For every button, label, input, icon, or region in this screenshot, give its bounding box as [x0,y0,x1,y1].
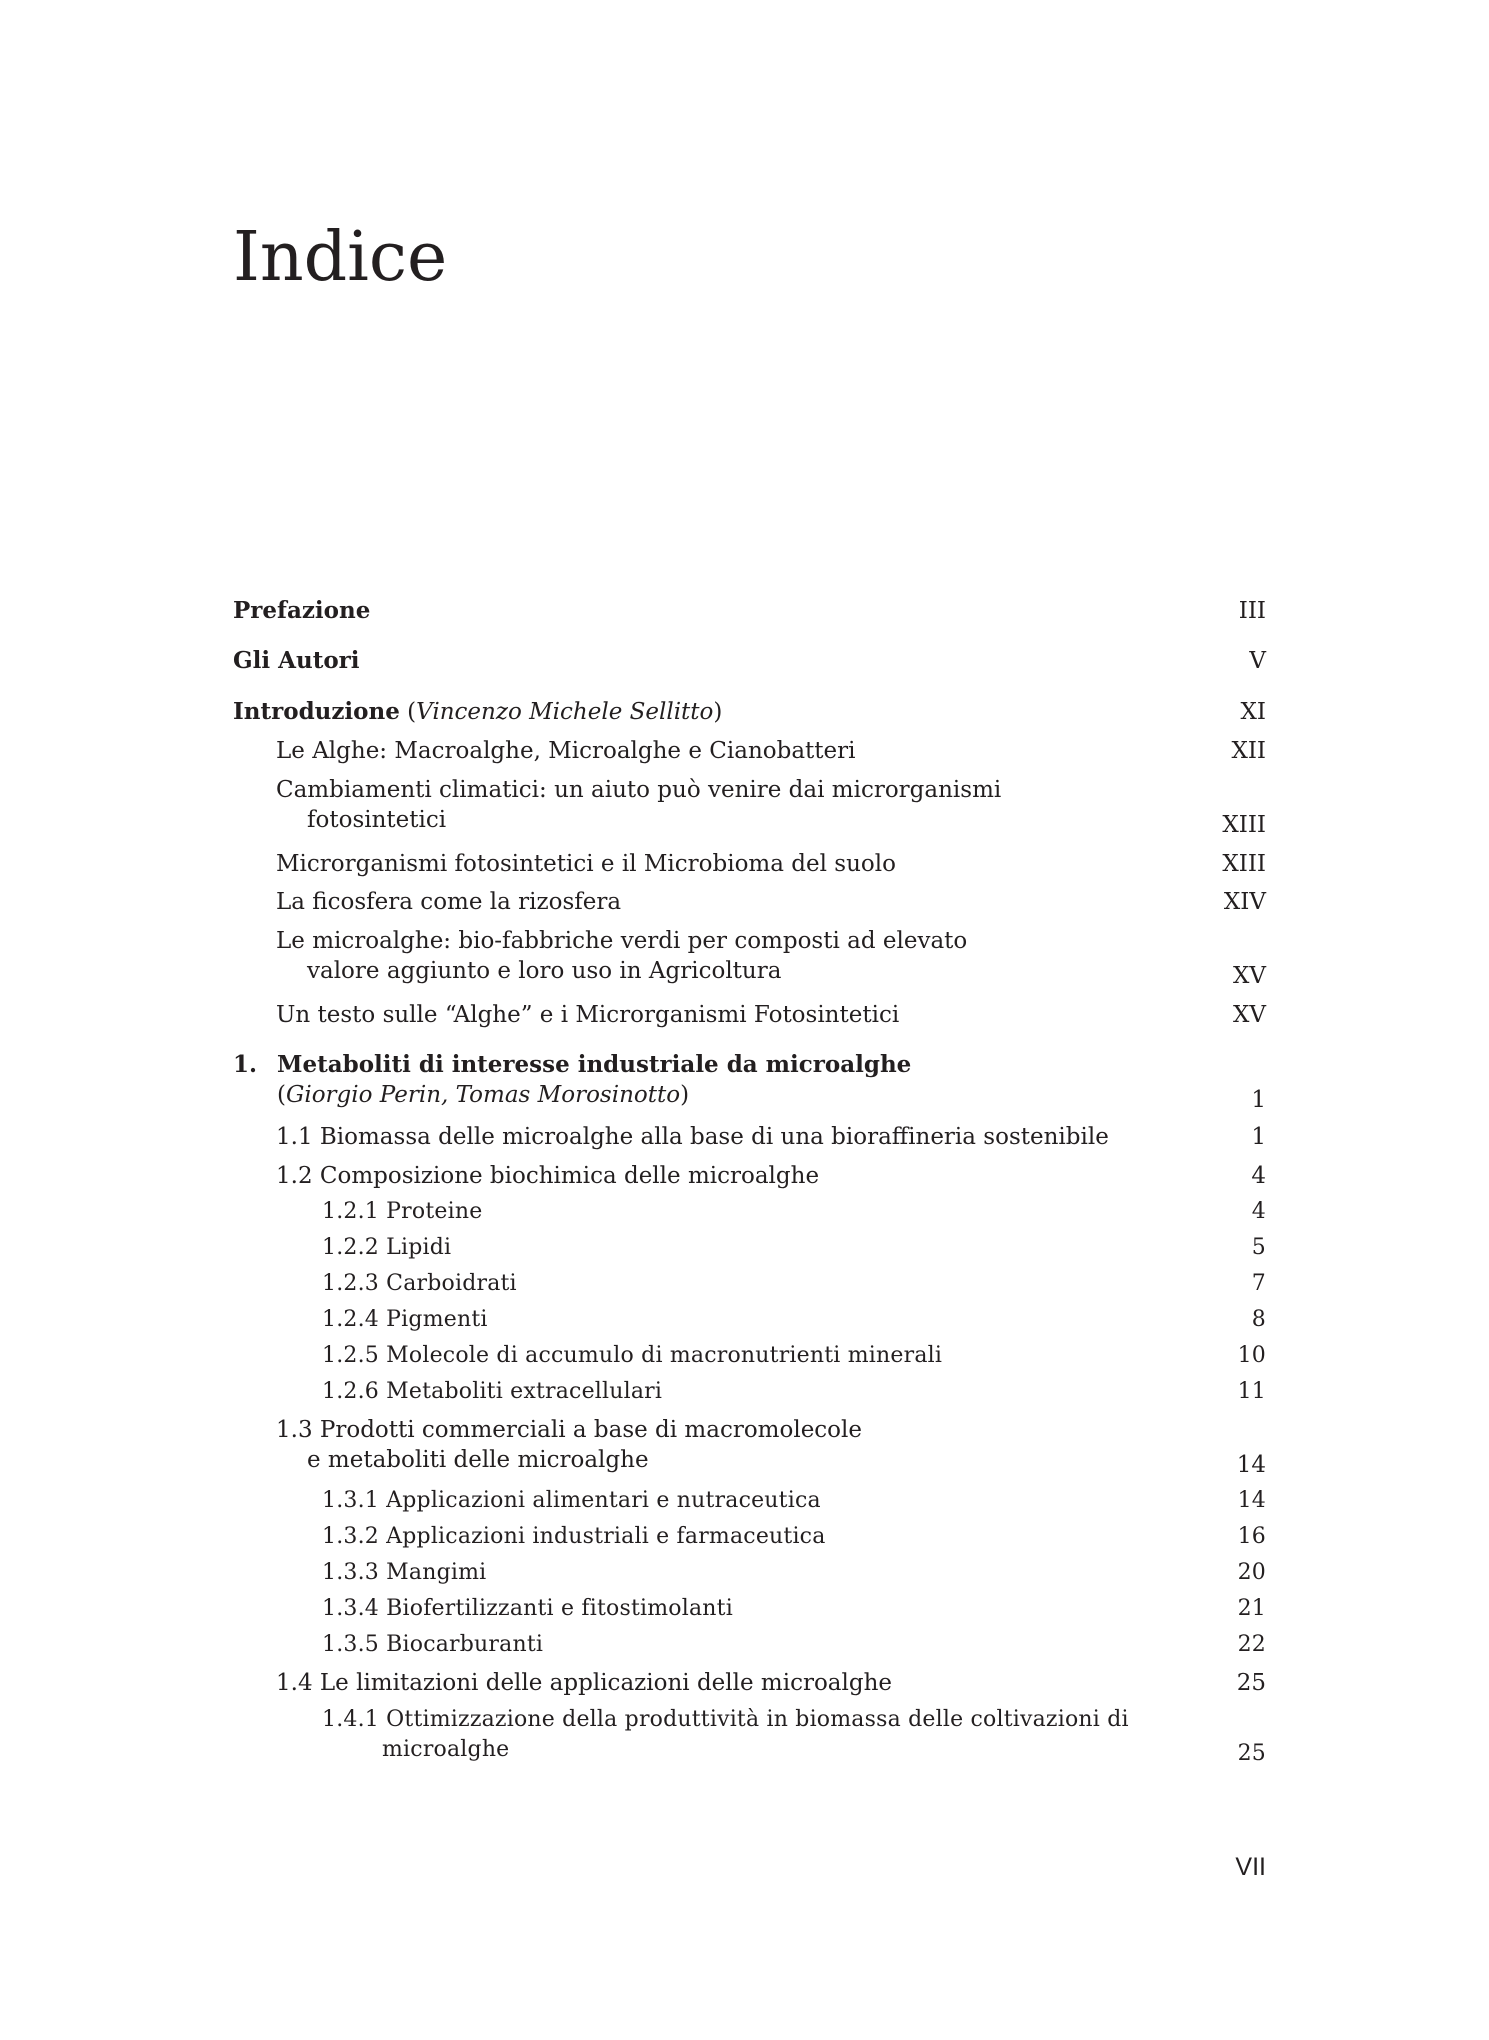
toc-entry-chapter-1[interactable] [233,1050,1266,1115]
toc-entry-label-continued: e metaboliti delle microalghe [307,1447,649,1473]
toc-entry-label-continued: valore aggiunto e loro uso in Agricoltura [307,958,782,984]
toc-entry-label: 1.3.2 Applicazioni industriali e farmaceutica [322,1524,826,1549]
toc-entry-page: XI [1240,699,1266,725]
paren-close: ) [680,1082,690,1108]
toc-entry-section-1-2-2[interactable] [322,1233,1266,1263]
toc-entry-section-1-3-5[interactable] [322,1630,1266,1660]
toc-entry-page: XV [1233,963,1266,989]
toc-entry-autori[interactable] [233,646,1266,676]
toc-entry-section-1-2[interactable] [276,1161,1266,1191]
toc-entry-label: 1.2.2 Lipidi [322,1235,452,1260]
toc-entry-section-1-4[interactable] [276,1668,1266,1698]
toc-entry-page: XIV [1223,889,1266,915]
toc-entry-intro-testo[interactable] [276,1000,1266,1030]
toc-entry-page: XIII [1222,812,1266,838]
toc-entry-label: Metaboliti di interesse industriale da microalghe [277,1051,912,1078]
toc-entry-intro-biofabbriche[interactable] [276,926,1266,991]
toc-entry-page: 25 [1236,1670,1266,1696]
toc-entry-label: 1.2.4 Pigmenti [322,1307,488,1332]
toc-entry-section-1-1[interactable] [276,1122,1266,1152]
toc-entry-page: 1 [1251,1087,1266,1113]
toc-entry-label-continued: fotosintetici [307,807,447,833]
toc-entry-section-1-2-4[interactable] [322,1305,1266,1335]
toc-entry-label: 1.1 Biomassa delle microalghe alla base di una bioraffineria sostenibile [276,1124,1109,1150]
paren-open: ( [399,699,417,725]
chapter-number: 1. [233,1051,258,1078]
toc-entry-text [233,1050,911,1110]
toc-entry-authors: Vincenzo Michele Sellitto [416,699,714,725]
toc-entry-page: 16 [1237,1524,1266,1549]
toc-entry-text [322,1705,1129,1765]
toc-entry-page: 20 [1237,1560,1266,1585]
toc-entry-section-1-2-5[interactable] [322,1341,1266,1371]
toc-entry-section-1-4-1[interactable] [322,1705,1266,1769]
toc-entry-page: XV [1233,1002,1266,1028]
toc-entry-page: 7 [1251,1271,1266,1296]
toc-entry-label: 1.3 Prodotti commerciali a base di macromolecole [276,1417,862,1443]
page-number: VII [1235,1853,1266,1881]
toc-entry-label: 1.4.1 Ottimizzazione della produttività in biomassa delle coltivazioni di [322,1707,1129,1732]
toc-entry-section-1-2-6[interactable] [322,1377,1266,1407]
toc-entry-label: 1.3.4 Biofertilizzanti e fitostimolanti [322,1596,733,1621]
toc-entry-label: Introduzione [233,698,400,725]
toc-entry-label: 1.2.3 Carboidrati [322,1271,517,1296]
toc-entry-label-continued: microalghe [382,1737,510,1762]
toc-entry-section-1-2-3[interactable] [322,1269,1266,1299]
toc-entry-page: 10 [1237,1343,1266,1368]
toc-entry-introduzione[interactable] [233,697,1266,727]
toc-entry-page: 14 [1237,1488,1266,1513]
toc-entry-section-1-3-2[interactable] [322,1522,1266,1552]
toc-entry-label: 1.3.5 Biocarburanti [322,1632,544,1657]
toc-entry-label: 1.4 Le limitazioni delle applicazioni delle microalghe [276,1670,893,1696]
toc-entry-label: 1.2.5 Molecole di accumulo di macronutrienti minerali [322,1343,943,1368]
toc-entry-label: 1.2.6 Metaboliti extracellulari [322,1379,663,1404]
toc-entry-text [276,1415,862,1475]
toc-entry-intro-cambiamenti[interactable] [276,775,1266,840]
page-title: Indice [233,218,448,297]
toc-entry-section-1-3-3[interactable] [322,1558,1266,1588]
toc-entry-section-1-3-4[interactable] [322,1594,1266,1624]
toc-entry-page: 11 [1237,1379,1266,1404]
toc-entry-label: Microrganismi fotosintetici e il Microbioma del suolo [276,851,896,877]
toc-entry-label: 1.2 Composizione biochimica delle microalghe [276,1163,820,1189]
toc-entry-section-1-2-1[interactable] [322,1197,1266,1227]
toc-entry-page: XIII [1222,851,1266,877]
toc-entry-page: 4 [1251,1199,1266,1224]
toc-entry-label: Prefazione [233,597,371,624]
toc-entry-label: Un testo sulle “Alghe” e i Microrganismi Fotosintetici [276,1002,900,1028]
toc-entry-page: 4 [1251,1163,1266,1189]
toc-entry-text [233,697,722,727]
toc-entry-intro-ficosfera[interactable] [276,887,1266,917]
toc-entry-label: 1.3.3 Mangimi [322,1560,487,1585]
toc-entry-page: 8 [1251,1307,1266,1332]
toc-entry-page: XII [1231,738,1266,764]
toc-entry-page: V [1249,648,1266,674]
toc-entry-label: 1.3.1 Applicazioni alimentari e nutraceutica [322,1488,821,1513]
toc-entry-label: La ficosfera come la rizosfera [276,889,622,915]
toc-entry-page: 25 [1237,1741,1266,1766]
toc-entry-intro-alghe[interactable] [276,736,1266,766]
toc-entry-text [276,775,1001,835]
paren-close: ) [713,699,723,725]
toc-entry-label: 1.2.1 Proteine [322,1199,483,1224]
toc-entry-authors: Giorgio Perin, Tomas Morosinotto [285,1082,681,1108]
toc-entry-section-1-3[interactable] [276,1415,1266,1480]
toc-entry-prefazione[interactable] [233,596,1266,626]
toc-entry-page: 5 [1251,1235,1266,1260]
toc-entry-label: Gli Autori [233,647,360,674]
toc-entry-page: 22 [1237,1632,1266,1657]
toc-entry-label: Cambiamenti climatici: un aiuto può venire dai microrganismi [276,777,1002,803]
toc-entry-page: 14 [1236,1452,1266,1478]
toc-entry-label: Le microalghe: bio-fabbriche verdi per composti ad elevato [276,928,968,954]
toc-entry-section-1-3-1[interactable] [322,1486,1266,1516]
toc-entry-page: 1 [1251,1124,1266,1150]
paren-open: ( [277,1082,286,1108]
toc-entry-intro-microbioma[interactable] [276,849,1266,879]
toc-entry-label: Le Alghe: Macroalghe, Microalghe e Cianobatteri [276,738,856,764]
toc-entry-page: 21 [1237,1596,1266,1621]
toc-entry-text [276,926,967,986]
toc-entry-page: III [1238,598,1266,624]
